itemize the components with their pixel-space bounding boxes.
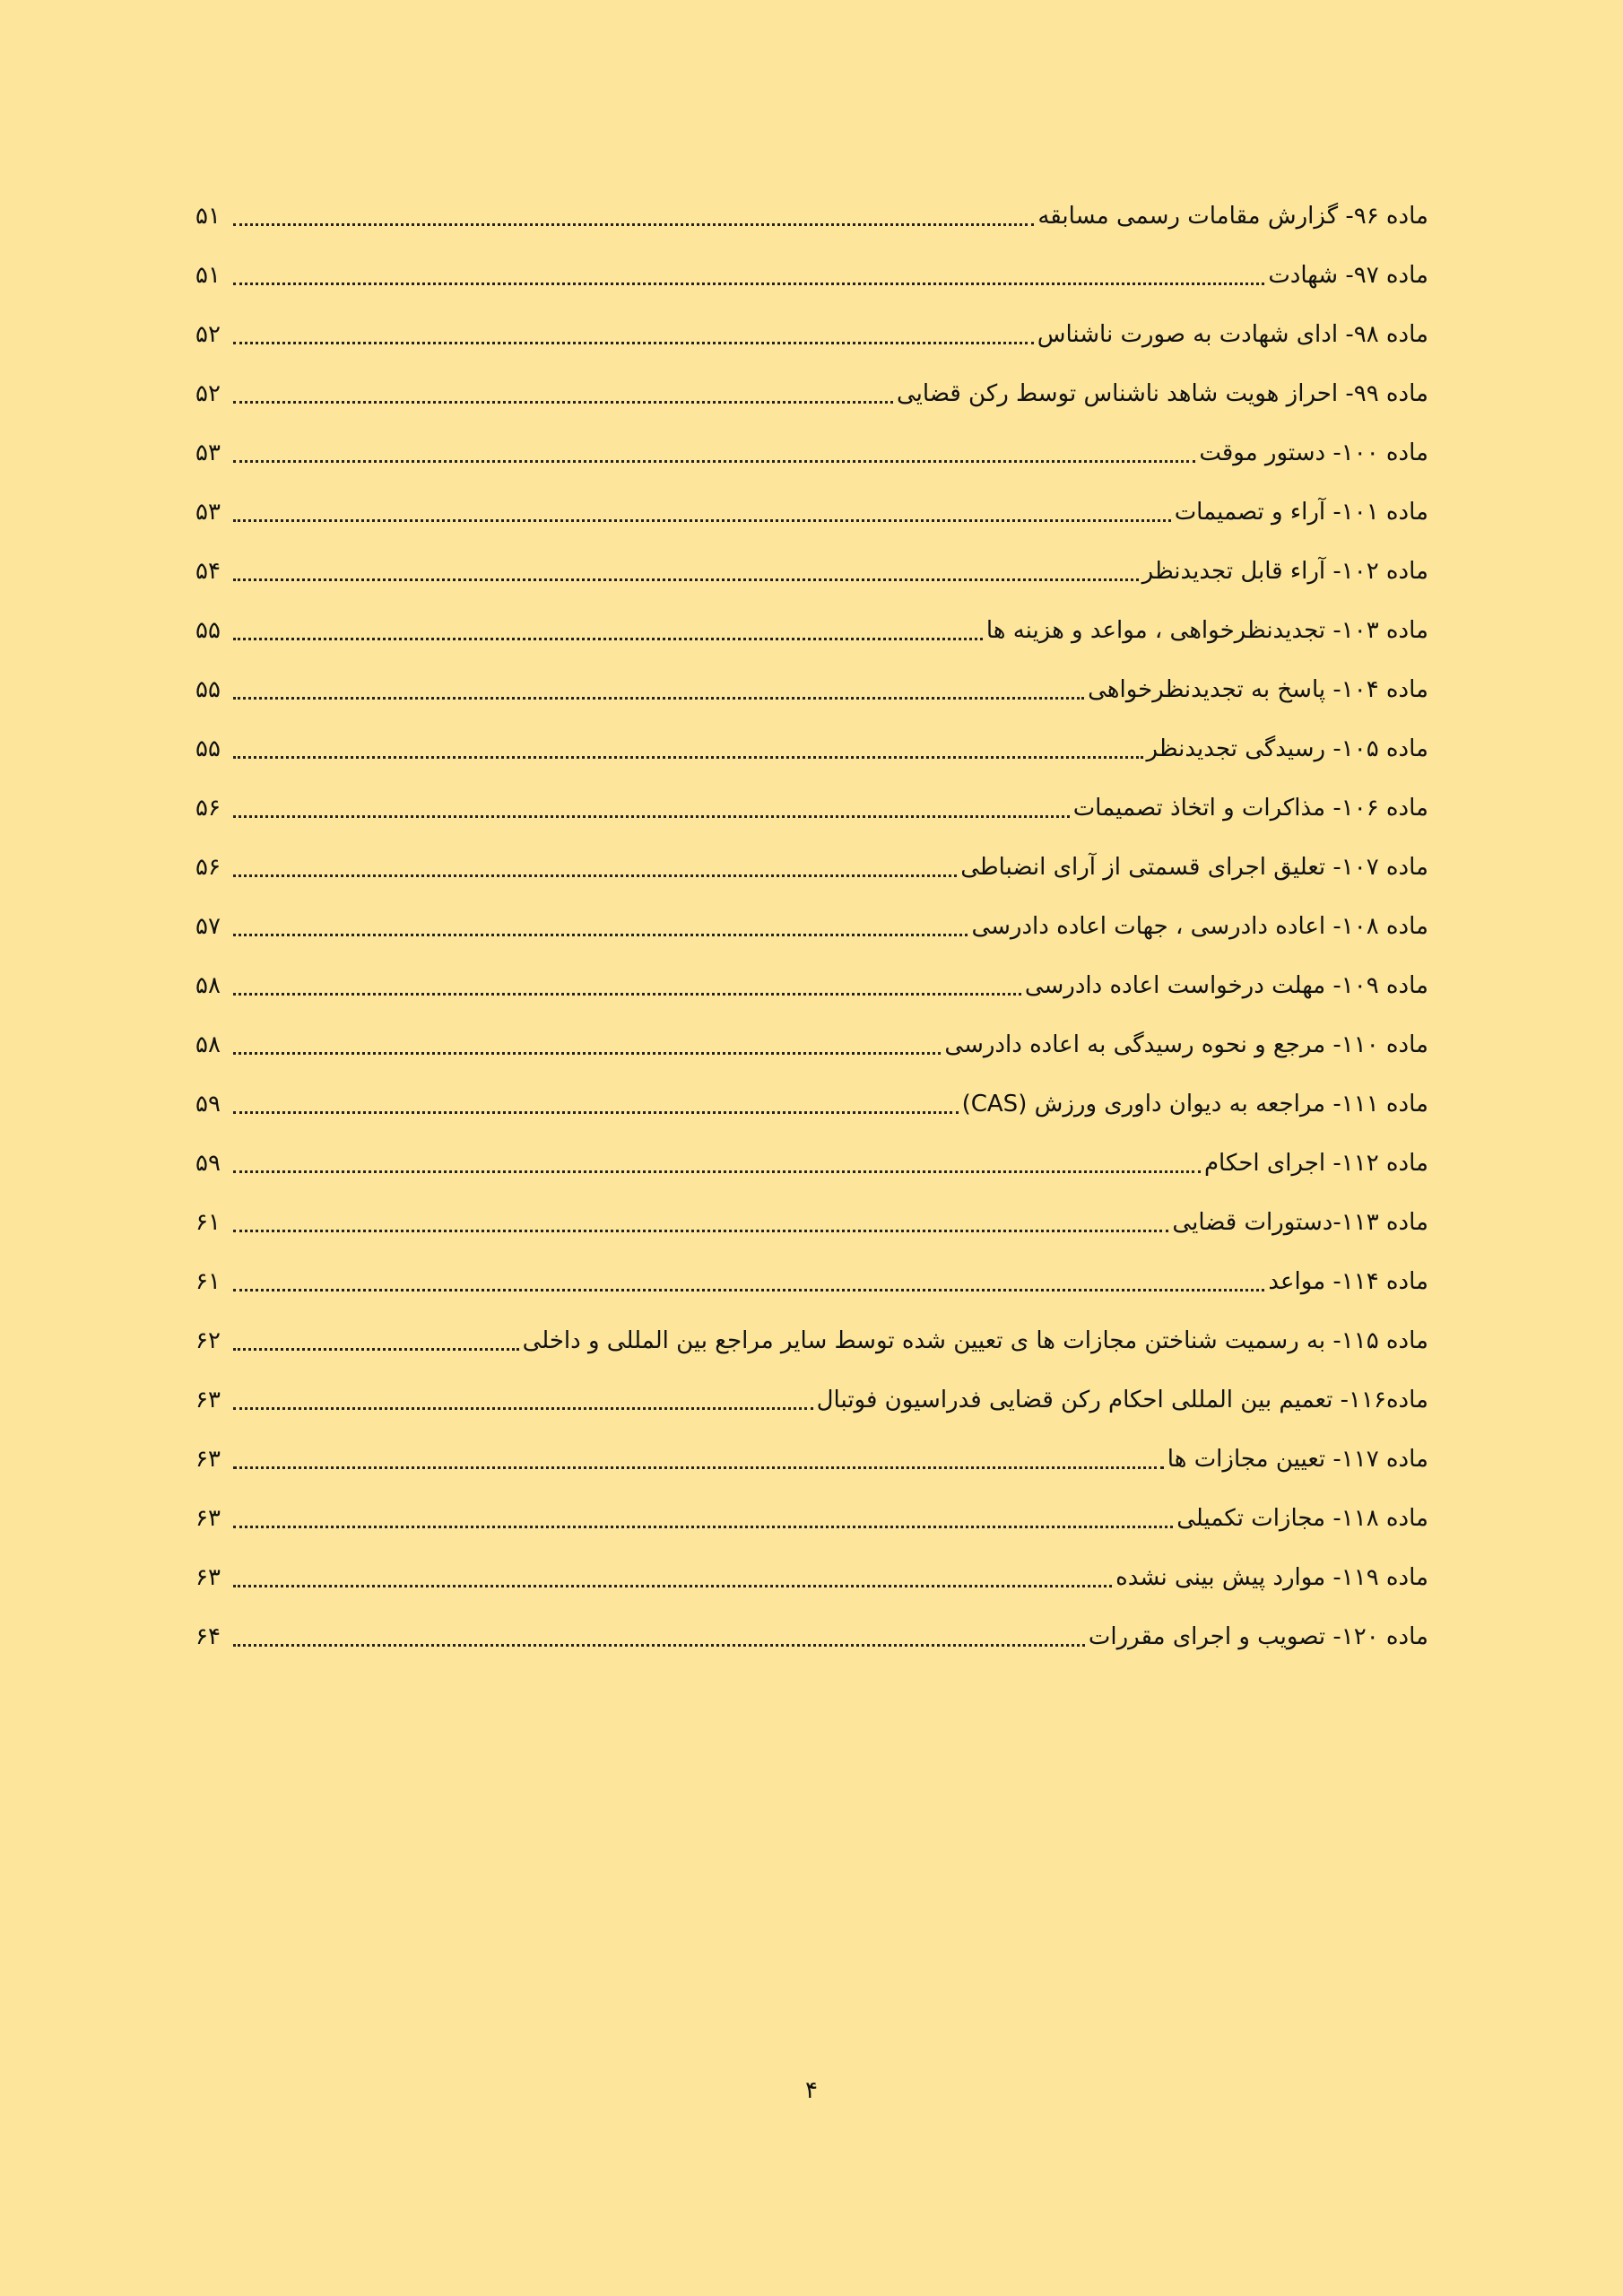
toc-entry-page-number: ۵۵ (195, 735, 221, 762)
toc-entry-page-number: ۵۴ (195, 558, 221, 585)
dot-leader (233, 1111, 959, 1114)
toc-entry[interactable] (195, 1252, 1428, 1311)
dot-leader (233, 578, 1139, 581)
toc-entry-page-number: ۵۶ (195, 854, 221, 881)
toc-entry[interactable] (195, 1548, 1428, 1607)
toc-entry-title: ماده ۹۸- ادای شهادت به صورت ناشناس (1037, 321, 1428, 348)
dot-leader (233, 1585, 1112, 1587)
toc-entry[interactable] (195, 1134, 1428, 1193)
toc-entry[interactable] (195, 423, 1428, 483)
toc-entry[interactable] (195, 601, 1428, 660)
dot-leader (233, 993, 1021, 996)
dot-leader (233, 1289, 1264, 1292)
toc-entry[interactable] (195, 305, 1428, 364)
toc-entry-title: ماده ۱۰۸- اعاده دادرسی ، جهات اعاده دادرسی (971, 913, 1428, 940)
toc-entry-page-number: ۶۳ (195, 1446, 221, 1473)
table-of-contents (195, 187, 1428, 1666)
dot-leader (233, 342, 1034, 344)
toc-entry-title: ماده ۱۰۴- پاسخ به تجدیدنظرخواهی (1088, 676, 1428, 703)
toc-entry-page-number: ۵۷ (195, 913, 221, 940)
dot-leader (233, 815, 1070, 818)
dot-leader (233, 401, 893, 404)
dot-leader (233, 283, 1264, 285)
toc-entry[interactable] (195, 542, 1428, 601)
toc-entry[interactable] (195, 364, 1428, 423)
toc-entry-title: ماده ۱۰۰- دستور موقت (1199, 439, 1428, 466)
toc-entry[interactable] (195, 1430, 1428, 1489)
toc-entry-title: ماده ۱۱۹- موارد پیش بینی نشده (1115, 1564, 1428, 1591)
toc-entry-title: ماده ۹۹- احراز هویت شاهد ناشناس توسط رکن قضایی (896, 380, 1428, 407)
dot-leader (233, 460, 1195, 463)
toc-entry[interactable] (195, 956, 1428, 1015)
dot-leader (233, 1230, 1168, 1232)
dot-leader (233, 697, 1084, 700)
toc-entry-title: ماده ۱۰۵- رسیدگی تجدیدنظر (1146, 735, 1428, 762)
toc-entry-page-number: ۵۲ (195, 380, 221, 407)
toc-entry-title: ماده ۱۱۳-دستورات قضایی (1172, 1209, 1428, 1236)
toc-entry-title: ماده ۹۷- شهادت (1268, 262, 1428, 289)
dot-leader (233, 519, 1171, 522)
toc-entry[interactable] (195, 1311, 1428, 1370)
toc-entry-title: ماده ۱۱۷- تعیین مجازات ها (1167, 1446, 1428, 1473)
toc-entry-title: ماده ۱۱۴- مواعد (1268, 1268, 1428, 1295)
toc-entry-page-number: ۵۲ (195, 321, 221, 348)
toc-entry[interactable] (195, 483, 1428, 542)
dot-leader (233, 1466, 1164, 1469)
dot-leader (233, 638, 983, 640)
dot-leader (233, 1407, 813, 1410)
toc-entry[interactable] (195, 246, 1428, 305)
toc-entry-page-number: ۵۸ (195, 1031, 221, 1058)
toc-entry[interactable] (195, 1370, 1428, 1430)
dot-leader (233, 1348, 519, 1351)
toc-entry[interactable] (195, 838, 1428, 897)
toc-entry-page-number: ۵۶ (195, 795, 221, 822)
toc-entry-page-number: ۵۵ (195, 617, 221, 644)
toc-entry-title: ماده ۹۶- گزارش مقامات رسمی مسابقه (1037, 203, 1428, 230)
toc-entry-page-number: ۶۴ (195, 1623, 221, 1650)
toc-entry-page-number: ۶۲ (195, 1327, 221, 1354)
toc-entry-title: ماده ۱۱۰- مرجع و نحوه رسیدگی به اعاده دادرسی (944, 1031, 1428, 1058)
dot-leader (233, 874, 957, 877)
toc-entry-page-number: ۵۵ (195, 676, 221, 703)
toc-entry-page-number: ۶۳ (195, 1505, 221, 1532)
toc-entry[interactable] (195, 1193, 1428, 1252)
toc-entry-title: ماده ۱۱۵- به رسمیت شناختن مجازات ها ی تعیین شده توسط سایر مراجع بین المللی و داخلی (522, 1327, 1428, 1354)
toc-entry-title: ماده ۱۰۳- تجدیدنظرخواهی ، مواعد و هزینه ها (985, 617, 1428, 644)
dot-leader (233, 756, 1143, 759)
toc-entry-page-number: ۶۱ (195, 1268, 221, 1295)
toc-entry-page-number: ۶۳ (195, 1564, 221, 1591)
toc-entry-page-number: ۵۹ (195, 1091, 221, 1118)
toc-entry[interactable] (195, 1015, 1428, 1074)
toc-entry[interactable] (195, 897, 1428, 956)
toc-entry-page-number: ۶۳ (195, 1387, 221, 1413)
page-number: ۴ (805, 2077, 818, 2104)
toc-entry-page-number: ۵۸ (195, 972, 221, 999)
toc-entry-page-number: ۵۱ (195, 203, 221, 230)
toc-entry[interactable] (195, 1489, 1428, 1548)
dot-leader (233, 223, 1034, 226)
toc-entry[interactable] (195, 1074, 1428, 1134)
dot-leader (233, 1644, 1085, 1647)
dot-leader (233, 1526, 1173, 1528)
toc-entry-title: ماده ۱۰۲- آراء قابل تجدیدنظر (1141, 558, 1428, 585)
toc-entry-title: ماده ۱۱۱- مراجعه به دیوان داوری ورزش (CAS) (961, 1091, 1428, 1118)
dot-leader (233, 1170, 1201, 1173)
toc-entry-title: ماده ۱۰۷- تعلیق اجرای قسمتی از آرای انضباطی (960, 854, 1428, 881)
toc-entry-title: ماده ۱۰۹- مهلت درخواست اعاده دادرسی (1024, 972, 1428, 999)
toc-entry-page-number: ۵۳ (195, 439, 221, 466)
dot-leader (233, 934, 968, 936)
toc-entry-title: ماده۱۱۶- تعمیم بین المللی احکام رکن قضایی فدراسیون فوتبال (816, 1387, 1428, 1413)
toc-entry[interactable] (195, 719, 1428, 778)
toc-entry-page-number: ۵۹ (195, 1150, 221, 1177)
toc-entry-page-number: ۵۱ (195, 262, 221, 289)
toc-entry-page-number: ۵۳ (195, 499, 221, 526)
toc-entry-title: ماده ۱۲۰- تصویب و اجرای مقررات (1088, 1623, 1428, 1650)
toc-entry-title: ماده ۱۱۸- مجازات تکمیلی (1176, 1505, 1428, 1532)
toc-entry[interactable] (195, 778, 1428, 838)
toc-entry-page-number: ۶۱ (195, 1209, 221, 1236)
toc-entry[interactable] (195, 1607, 1428, 1666)
dot-leader (233, 1052, 941, 1055)
toc-entry[interactable] (195, 660, 1428, 719)
toc-entry-title: ماده ۱۱۲- اجرای احکام (1203, 1150, 1428, 1177)
toc-entry[interactable] (195, 187, 1428, 246)
toc-entry-title: ماده ۱۰۶- مذاکرات و اتخاذ تصمیمات (1072, 795, 1428, 822)
toc-entry-title: ماده ۱۰۱- آراء و تصمیمات (1174, 499, 1428, 526)
